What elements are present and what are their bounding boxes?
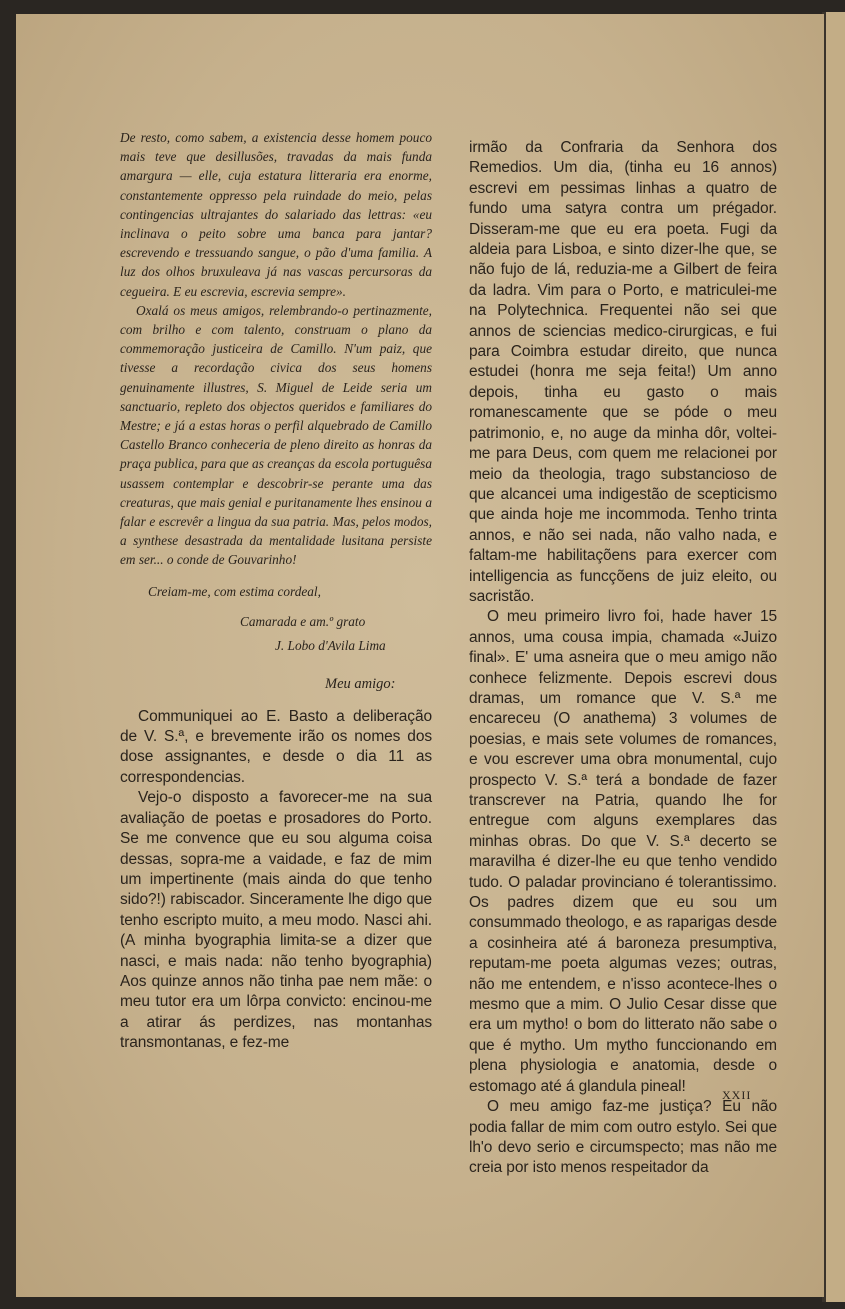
- letter-paragraph: Communiquei ao E. Basto a deliberação de V. S.ª, e brevemente irão os nomes dos dose assignantes, e desde o dia 11 as correspondencias.: [120, 707, 432, 786]
- signature-name: J. Lobo d'Avila Lima: [275, 637, 386, 653]
- letter-paragraph: De resto, como sabem, a existencia desse homem pouco mais teve que desillusões, travadas da mais funda amargura — elle, cuja estatura litteraria era enorme, constantemente oppresso pela ruindade do meio, pelas contingencias ultrajantes do salariado das lettras: «eu inclinava o peito sobre uma banca para jantar? escrevendo e tressuando sangue, o pão d'uma familia. A luz dos olhos bruxuleava já nas vascas percursoras da cegueira. E eu escrevia, escrevia sempre».: [120, 130, 432, 299]
- left-column: [120, 128, 432, 1054]
- letter-paragraph: Vejo-o disposto a favorecer-me na sua avaliação de poetas e prosadores do Porto. Se me convence que eu sou alguma coisa dessas, sopra-me a vaidade, e faz de mim um impertinente (mais ainda do que tenho sido?!) rabiscador. Sinceramente lhe digo que tenho escripto muito, a meu modo. Nasci ahi. (A minha byographia limita-se a dizer que nasci, e mais nada: não tenho byographia) Aos quinze annos não tinha pae nem mãe: o meu tutor era um lôrpa convicto: encinou-me a atirar ás perdizes, nas montanhas transmontanas, e fez-me: [120, 789, 432, 1052]
- letter-closing: Creiam-me, com estima cordeal,: [148, 583, 321, 599]
- page-number: XXII: [722, 1088, 752, 1102]
- letter-paragraph: irmão da Confraria da Senhora dos Remedios. Um dia, (tinha eu 16 annos) escrevi em pessimas linhas a quatro de fundo uma satyra contra um prégador. Disseram-me que eu era poeta. Fugi da aldeia para Lisboa, e sinto dizer-lhe que, se não fujo de lá, reduzia-me a Gilbert de feira da ladra. Vim para o Porto, e matriculei-me na Polytechnica. Frequentei não sei que annos de sciencias medico-cirurgicas, e fui para Coimbra estudar direito, que nunca estudei (honra me seja feita!) Um anno depois, tinha eu gasto o mais romanescamente que se póde o meu patrimonio, e, no auge da minha dôr, voltei-me para Deus, com quem me relacionei por meio da theologia, trago substancioso de que alcancei uma indigestão de scepticismo que ainda hoje me incommoda. Tenho trinta annos, e não sei nada, não valho nada, e faltam-me habilitaçõens para exercer com intelligencia as funcçõens de juiz eleito, ou sacristão.: [469, 139, 777, 605]
- letter-paragraph: O meu primeiro livro foi, hade haver 15 annos, uma cousa impia, chamada «Juizo final». E' uma asneira que o meu amigo não conhece felizmente. Depois escrevi dous dramas, um romance que V. S.ª me encareceu (O anathema) 3 volumes de poesias, e mais sete volumes de romances, e vou escrever uma obra monumental, cujo prospecto V. S.ª terá a bondade de fazer transcrever na Patria, quando lhe for entregue com alguns exemplares das minhas obras. Do que V. S.ª decerto se maravilha é dizer-lhe eu que tenho vendido tudo. O paladar provinciano é tolerantissimo. Os padres dizem que eu sou um consummado theologo, e as raparigas desde a cosinheira até á baroneza presumptiva, reputam-me poeta algumas vezes; outras, não me entendem, e n'isso acontece-lhes o mesmo que a mim. O Julio Cesar disse que era um mytho! o bom do litterato não sabe o que é mytho. Um mytho funccionando em plena physiologia e anatomia, desde o estomago até á glandula pineal!: [469, 608, 777, 1095]
- next-page-edge: [826, 12, 845, 1302]
- signature-line: Camarada e am.º grato: [240, 613, 366, 629]
- letter-paragraph: O meu amigo faz-me justiça? Eu não podia fallar de mim com outro estylo. Sei que lh'o devo serio e circumspecto; mas não me creia por isto menos respeitador da: [469, 1098, 777, 1177]
- right-column: [469, 138, 777, 1179]
- letter-salutation: Meu amigo:: [325, 675, 396, 692]
- letter-paragraph: Oxalá os meus amigos, relembrando-o pertinazmente, com brilho e com talento, construam o plano da commemoração justiceira de Camillo. N'um paiz, que tivesse a recordação civica dos seus homens genuinamente illustres, S. Miguel de Leide seria um sanctuario, repleto dos objectos queridos e familiares do Mestre; e já a estas horas o perfil alquebrado de Camillo Castello Branco conheceria de pleno direito as honras da praça publica, para que as creanças da escola portuguêsa usassem contemplar e descobrir-se perante uma das creaturas, que mais genial e puritanamente lhes ensinou a falar e escrevêr a lingua da sua patria. Mas, pelos modos, a synthese desastrada da mentalidade lusitana persiste em ser... o conde de Gouvarinho!: [120, 302, 432, 568]
